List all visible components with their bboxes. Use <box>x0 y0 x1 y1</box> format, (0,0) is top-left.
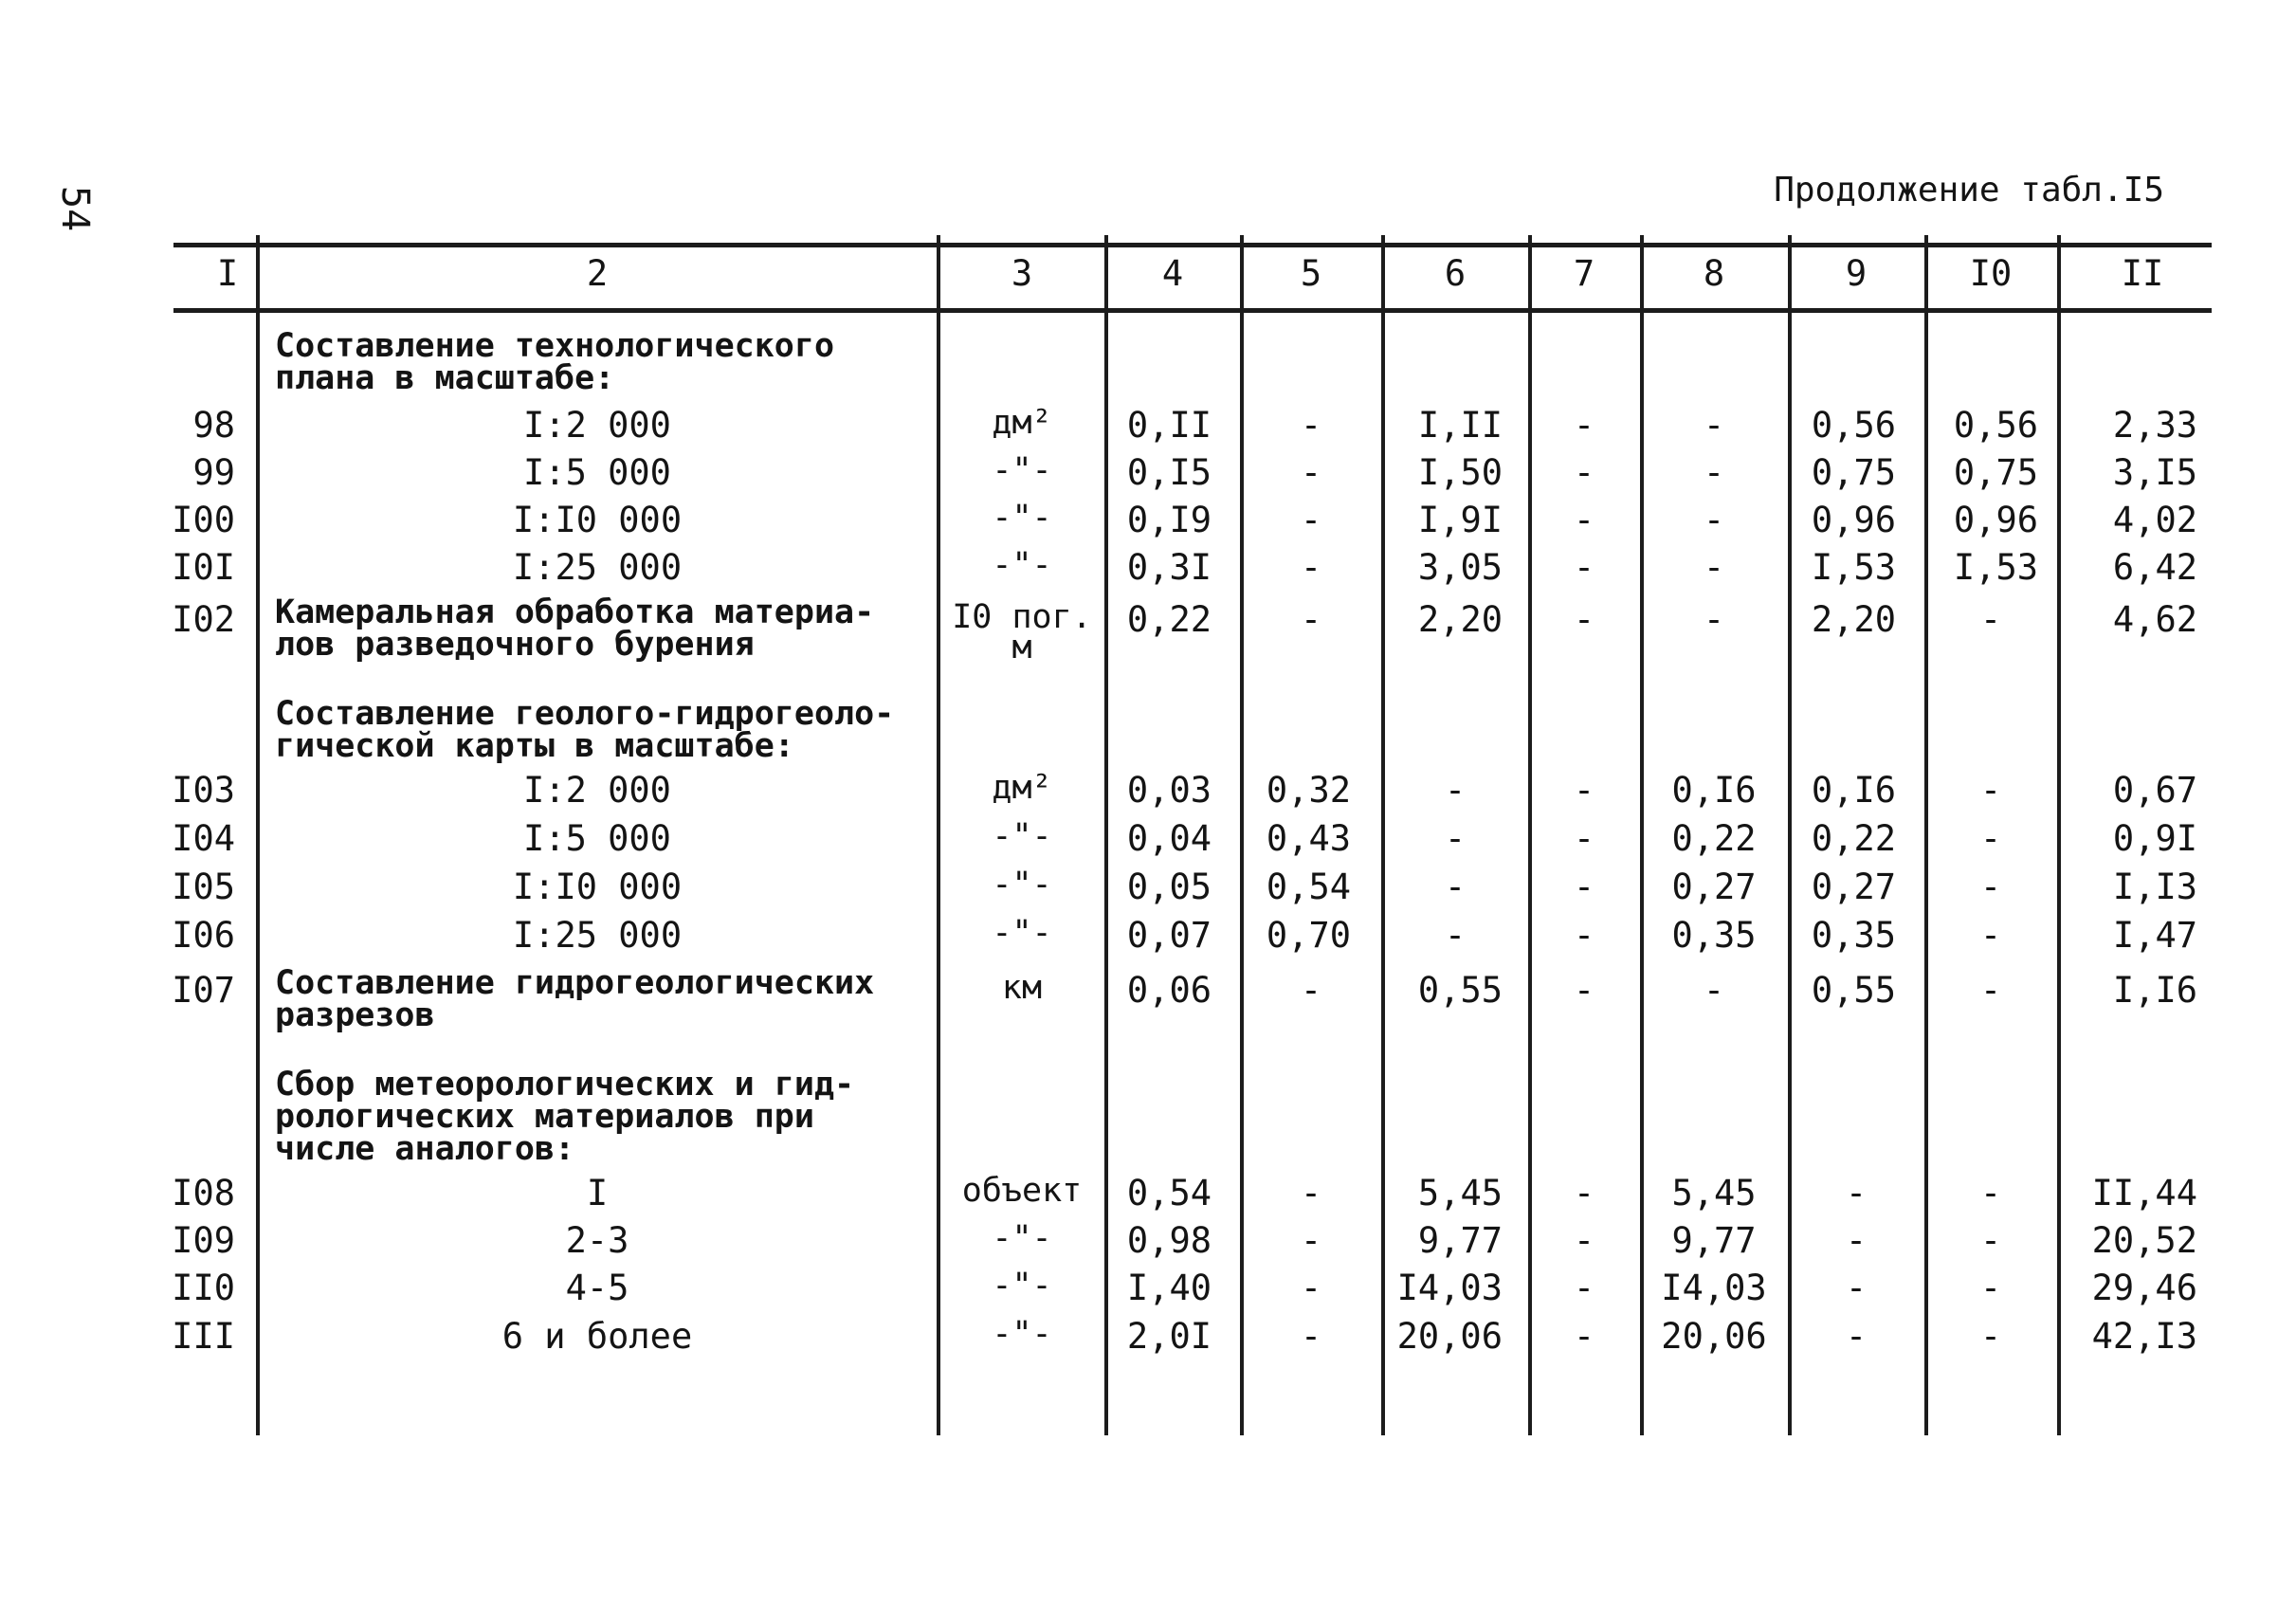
value-cell: 0,96 <box>1953 500 2038 540</box>
row-number: I02 <box>172 599 235 640</box>
dash-cell: - <box>1573 452 1595 493</box>
value-cell: 0,27 <box>1671 867 1757 907</box>
dash-cell: - <box>1300 599 1322 640</box>
row-unit: -"- <box>992 1315 1052 1353</box>
value-cell: 0,9I <box>2112 818 2197 859</box>
row-unit: -"- <box>992 817 1052 855</box>
value-cell: 0,55 <box>1417 970 1503 1011</box>
row-number: I06 <box>172 915 235 956</box>
row-number: II0 <box>172 1268 235 1308</box>
row-unit: -"- <box>992 914 1052 952</box>
dash-cell: - <box>1300 452 1322 493</box>
value-cell: 0,55 <box>1811 970 1896 1011</box>
table-top-rule <box>173 243 2212 247</box>
row-unit: -"- <box>992 499 1052 537</box>
dash-cell: - <box>1703 970 1725 1011</box>
value-cell: I,47 <box>2112 915 2197 956</box>
table-caption: Продолжение табл.I5 <box>1774 171 2164 210</box>
row-scale: I:2 000 <box>523 405 671 446</box>
value-cell: 0,22 <box>1811 818 1896 859</box>
row-scale: I:I0 000 <box>512 867 683 907</box>
value-cell: 0,22 <box>1126 599 1212 640</box>
value-cell: I,II <box>1417 405 1503 446</box>
value-cell: 0,II <box>1126 405 1212 446</box>
dash-cell: - <box>1979 818 2002 859</box>
dash-cell: - <box>1979 1173 2002 1213</box>
value-cell: 29,46 <box>2091 1268 2197 1308</box>
value-cell: 0,22 <box>1671 818 1757 859</box>
dash-cell: - <box>1573 1173 1595 1213</box>
value-cell: I,9I <box>1417 500 1503 540</box>
dash-cell: - <box>1845 1220 1868 1261</box>
row-description: Камеральная обработка материа- лов разведочного бурения <box>275 593 875 664</box>
dash-cell: - <box>1300 1173 1322 1213</box>
dash-cell: - <box>1979 1220 2002 1261</box>
row-unit: объект <box>961 1172 1083 1210</box>
dash-cell: - <box>1845 1268 1868 1308</box>
dash-cell: - <box>1979 770 2002 811</box>
dash-cell: - <box>1573 1220 1595 1261</box>
row-unit: I0 пог. м <box>952 598 1092 666</box>
row-scale: 6 и более <box>501 1316 693 1357</box>
value-cell: 0,35 <box>1671 915 1757 956</box>
dash-cell: - <box>1300 1268 1322 1308</box>
value-cell: 20,06 <box>1396 1316 1503 1357</box>
value-cell: 0,05 <box>1126 867 1212 907</box>
section-header: Составление технологического плана в масштабе: <box>275 327 835 397</box>
value-cell: 0,54 <box>1126 1173 1212 1213</box>
row-number: I08 <box>172 1173 235 1213</box>
dash-cell: - <box>1703 500 1725 540</box>
row-unit: дм² <box>992 769 1052 807</box>
row-unit: -"- <box>992 1219 1052 1257</box>
row-number: 98 <box>192 405 235 446</box>
dash-cell: - <box>1300 1220 1322 1261</box>
row-description: Составление гидрогеологических разрезов <box>275 964 875 1034</box>
dash-cell: - <box>1979 867 2002 907</box>
dash-cell: - <box>1573 970 1595 1011</box>
dash-cell: - <box>1573 915 1595 956</box>
dash-cell: - <box>1573 1316 1595 1357</box>
dash-cell: - <box>1300 1316 1322 1357</box>
value-cell: 0,56 <box>1953 405 2038 446</box>
row-scale: I:25 000 <box>512 547 683 588</box>
value-cell: 0,I6 <box>1811 770 1896 811</box>
dash-cell: - <box>1300 970 1322 1011</box>
dash-cell: - <box>1979 1268 2002 1308</box>
row-unit: -"- <box>992 451 1052 489</box>
value-cell: 0,96 <box>1811 500 1896 540</box>
value-cell: 0,56 <box>1811 405 1896 446</box>
value-cell: 20,52 <box>2091 1220 2197 1261</box>
row-scale: 4-5 <box>565 1268 629 1308</box>
dash-cell: - <box>1573 500 1595 540</box>
value-cell: I,53 <box>1953 547 2038 588</box>
dash-cell: - <box>1300 547 1322 588</box>
value-cell: I4,03 <box>1661 1268 1767 1308</box>
row-number: 99 <box>192 452 235 493</box>
value-cell: 0,67 <box>2112 770 2197 811</box>
dash-cell: - <box>1703 452 1725 493</box>
value-cell: 0,43 <box>1266 818 1351 859</box>
dash-cell: - <box>1300 405 1322 446</box>
value-cell: 0,75 <box>1953 452 2038 493</box>
value-cell: 4,02 <box>2112 500 2197 540</box>
value-cell: 2,20 <box>1417 599 1503 640</box>
column-header: II <box>2121 253 2164 294</box>
dash-cell: - <box>1703 599 1725 640</box>
value-cell: 5,45 <box>1417 1173 1503 1213</box>
column-header: 8 <box>1703 253 1725 294</box>
section-header: Сбор метеорологических и гид- рологических материалов при числе аналогов: <box>275 1066 855 1168</box>
dash-cell: - <box>1573 770 1595 811</box>
value-cell: 2,0I <box>1126 1316 1212 1357</box>
row-number: III <box>172 1316 235 1357</box>
dash-cell: - <box>1573 599 1595 640</box>
row-scale: I:5 000 <box>523 818 671 859</box>
value-cell: 0,35 <box>1811 915 1896 956</box>
value-cell: 0,I5 <box>1126 452 1212 493</box>
value-cell: 0,70 <box>1266 915 1351 956</box>
table-header-rule <box>173 308 2212 313</box>
value-cell: 9,77 <box>1417 1220 1503 1261</box>
value-cell: 9,77 <box>1671 1220 1757 1261</box>
value-cell: I,50 <box>1417 452 1503 493</box>
row-number: I00 <box>172 500 235 540</box>
value-cell: 42,I3 <box>2091 1316 2197 1357</box>
dash-cell: - <box>1845 1316 1868 1357</box>
value-cell: I,53 <box>1811 547 1896 588</box>
value-cell: I,I3 <box>2112 867 2197 907</box>
row-number: I03 <box>172 770 235 811</box>
dash-cell: - <box>1979 915 2002 956</box>
dash-cell: - <box>1703 405 1725 446</box>
row-scale: I:5 000 <box>523 452 671 493</box>
row-unit: -"- <box>992 866 1052 903</box>
row-number: I0I <box>172 547 235 588</box>
row-scale: 2-3 <box>565 1220 629 1261</box>
row-scale: I <box>586 1173 609 1213</box>
row-scale: I:25 000 <box>512 915 683 956</box>
row-number: I04 <box>172 818 235 859</box>
value-cell: 0,3I <box>1126 547 1212 588</box>
column-divider <box>1528 235 1532 1435</box>
column-header: 5 <box>1300 253 1322 294</box>
dash-cell: - <box>1573 405 1595 446</box>
column-header: 7 <box>1573 253 1595 294</box>
column-header: 3 <box>1011 253 1033 294</box>
dash-cell: - <box>1979 1316 2002 1357</box>
value-cell: 3,I5 <box>2112 452 2197 493</box>
value-cell: 0,06 <box>1126 970 1212 1011</box>
row-unit: -"- <box>992 1267 1052 1305</box>
value-cell: 20,06 <box>1661 1316 1767 1357</box>
value-cell: 0,32 <box>1266 770 1351 811</box>
value-cell: 2,20 <box>1811 599 1896 640</box>
row-unit: дм² <box>992 404 1052 442</box>
value-cell: 0,98 <box>1126 1220 1212 1261</box>
value-cell: II,44 <box>2091 1173 2197 1213</box>
value-cell: 3,05 <box>1417 547 1503 588</box>
row-scale: I:2 000 <box>523 770 671 811</box>
column-divider <box>256 235 260 1435</box>
value-cell: 0,04 <box>1126 818 1212 859</box>
value-cell: 4,62 <box>2112 599 2197 640</box>
value-cell: 0,03 <box>1126 770 1212 811</box>
value-cell: 6,42 <box>2112 547 2197 588</box>
column-header: I0 <box>1969 253 2013 294</box>
dash-cell: - <box>1444 867 1467 907</box>
column-header: 2 <box>586 253 609 294</box>
dash-cell: - <box>1979 599 2002 640</box>
dash-cell: - <box>1444 818 1467 859</box>
row-number: I09 <box>172 1220 235 1261</box>
value-cell: 5,45 <box>1671 1173 1757 1213</box>
row-unit: -"- <box>992 546 1052 584</box>
value-cell: I4,03 <box>1396 1268 1503 1308</box>
column-header: 4 <box>1161 253 1184 294</box>
value-cell: I,40 <box>1126 1268 1212 1308</box>
dash-cell: - <box>1979 970 2002 1011</box>
row-number: I05 <box>172 867 235 907</box>
dash-cell: - <box>1444 770 1467 811</box>
dash-cell: - <box>1845 1173 1868 1213</box>
page-number: 54 <box>53 186 97 232</box>
column-header: 6 <box>1444 253 1467 294</box>
dash-cell: - <box>1573 547 1595 588</box>
column-header: I <box>216 253 239 294</box>
column-header: 9 <box>1845 253 1868 294</box>
dash-cell: - <box>1444 915 1467 956</box>
value-cell: 2,33 <box>2112 405 2197 446</box>
row-unit: км <box>1001 969 1043 1007</box>
dash-cell: - <box>1573 1268 1595 1308</box>
value-cell: 0,75 <box>1811 452 1896 493</box>
row-number: I07 <box>172 970 235 1011</box>
dash-cell: - <box>1573 818 1595 859</box>
value-cell: I,I6 <box>2112 970 2197 1011</box>
value-cell: 0,I6 <box>1671 770 1757 811</box>
dash-cell: - <box>1573 867 1595 907</box>
value-cell: 0,27 <box>1811 867 1896 907</box>
value-cell: 0,07 <box>1126 915 1212 956</box>
value-cell: 0,I9 <box>1126 500 1212 540</box>
dash-cell: - <box>1300 500 1322 540</box>
row-scale: I:I0 000 <box>512 500 683 540</box>
section-header: Составление геолого-гидрогеоло- гической карты в масштабе: <box>275 695 895 765</box>
value-cell: 0,54 <box>1266 867 1351 907</box>
dash-cell: - <box>1703 547 1725 588</box>
